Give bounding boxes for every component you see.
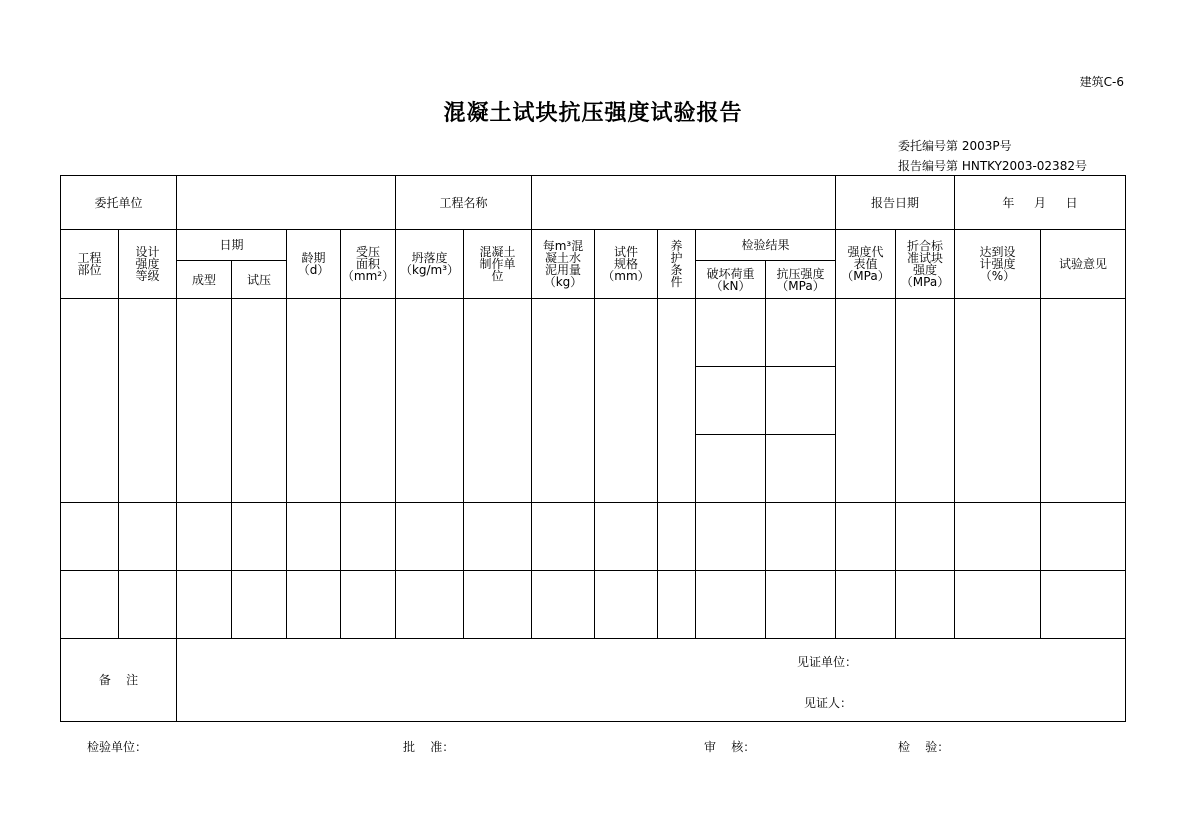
col-design-grade: 设计 强度 等级: [135, 245, 160, 283]
report-number: 报告编号第 HNTKY2003-02382号: [898, 159, 1087, 173]
col-date-group: 日期: [219, 238, 244, 252]
report-date-label: 报告日期: [870, 195, 919, 210]
project-name-label: 工程名称: [439, 195, 488, 210]
col-compressive-strength: 抗压强度 （MPa）: [776, 266, 825, 293]
col-test-opinion: 试验意见: [1058, 257, 1107, 271]
commission-number: 委托编号第 2003P号: [898, 139, 1012, 153]
col-maker: 混凝土 制作单 位: [479, 245, 516, 283]
col-slump: 坍落度 （kg/m³）: [399, 251, 460, 277]
col-design-ratio: 达到设 计强度 （%）: [979, 245, 1016, 283]
page-title: 混凝土试块抗压强度试验报告: [443, 101, 743, 126]
report-date-value[interactable]: 年 月 日: [1002, 195, 1078, 210]
witness-person-label: 见证人：: [804, 696, 853, 710]
col-specimen-spec: 试件 规格 （mm）: [602, 245, 650, 283]
col-curing: 养 护 条 件: [670, 239, 683, 289]
col-result-group: 检验结果: [741, 238, 790, 252]
col-project-part: 工程 部位: [77, 251, 102, 277]
inspect-label: 检 验：: [898, 740, 950, 754]
remarks-field[interactable]: [177, 639, 1125, 721]
col-representative-value: 强度代 表值 （MPa）: [841, 245, 890, 283]
review-label: 审 核：: [704, 740, 756, 754]
form-code: 建筑C-6: [1079, 75, 1124, 89]
col-area: 受压 面积 （mm²）: [341, 245, 395, 283]
test-unit-label: 检验单位：: [87, 740, 148, 754]
client-value[interactable]: [177, 176, 395, 229]
col-failure-load: 破坏荷重 （kN）: [706, 266, 755, 293]
remarks-label: 备 注: [98, 673, 139, 687]
table-row[interactable]: [61, 503, 1125, 570]
project-name-value[interactable]: [532, 176, 835, 229]
client-label: 委托单位: [94, 195, 143, 210]
col-age: 龄期 （d）: [297, 251, 330, 277]
witness-unit-label: 见证单位：: [797, 655, 858, 669]
col-forming-date: 成型: [191, 272, 216, 287]
approve-label: 批 准：: [403, 740, 455, 754]
table-row[interactable]: [61, 571, 1125, 638]
col-test-date: 试压: [246, 272, 271, 287]
table-row[interactable]: [61, 299, 1125, 502]
col-cement-content: 每m³混 凝土水 泥用量 （kg）: [542, 239, 584, 289]
col-standard-strength: 折合标 准试块 强度 （MPa）: [900, 239, 950, 289]
